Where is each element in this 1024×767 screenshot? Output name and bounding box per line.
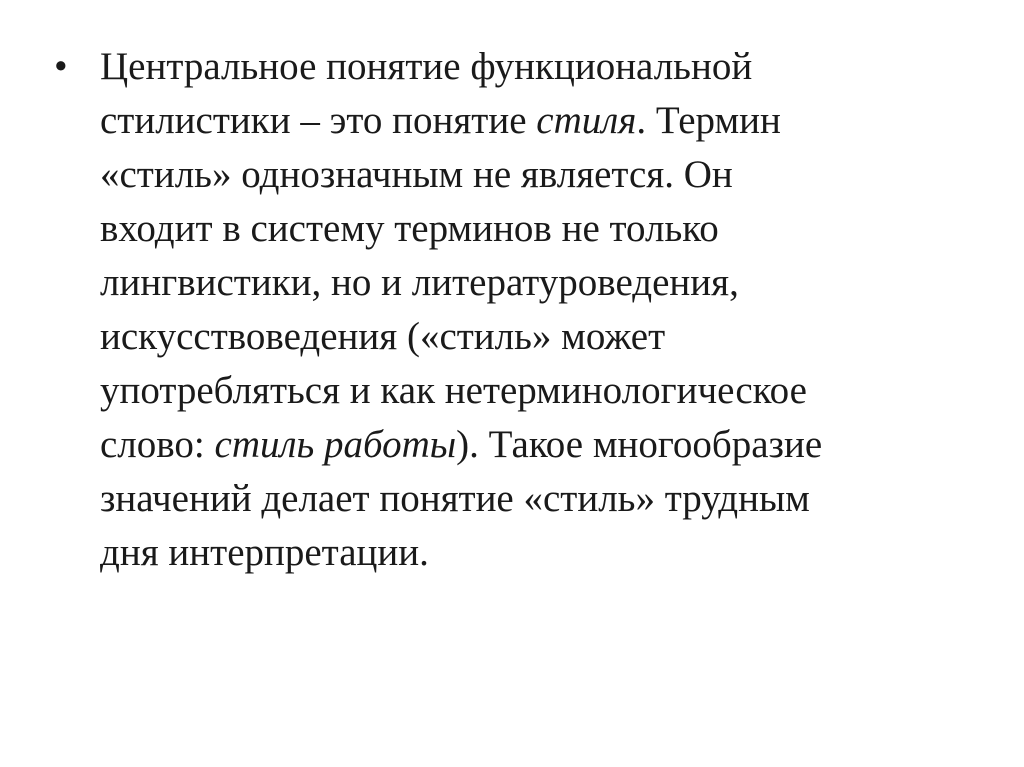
line-8-text-end: ). Такое многообразие — [456, 423, 823, 466]
paragraph-line-1: Центральное понятие функциональной — [100, 45, 753, 88]
paragraph-line-7: употребляться и как нетерминологическое — [100, 369, 807, 412]
paragraph-line-2 — [100, 94, 954, 148]
paragraph-line-8 — [100, 418, 954, 472]
line-2-text-end: . Термин — [636, 99, 781, 142]
italic-example-phrase: стиль работы — [214, 423, 457, 466]
paragraph-line-3: «стиль» однозначным не является. Он — [100, 153, 733, 196]
bullet-marker: • — [54, 45, 68, 88]
bullet-list — [54, 40, 954, 580]
paragraph-line-10: дня интерпретации. — [100, 531, 429, 574]
paragraph-line-4: входит в систему терминов не только — [100, 207, 719, 250]
line-8-text-start: слово: — [100, 423, 215, 466]
line-2-text-start: стилистики – это понятие — [100, 99, 537, 142]
paragraph-line-5: лингвистики, но и литературоведения, — [100, 261, 739, 304]
paragraph-line-6: искусствоведения («стиль» может — [100, 315, 666, 358]
bullet-item — [54, 40, 954, 580]
italic-term-style: стиля — [536, 99, 637, 142]
paragraph-line-9: значений делает понятие «стиль» трудным — [100, 477, 810, 520]
